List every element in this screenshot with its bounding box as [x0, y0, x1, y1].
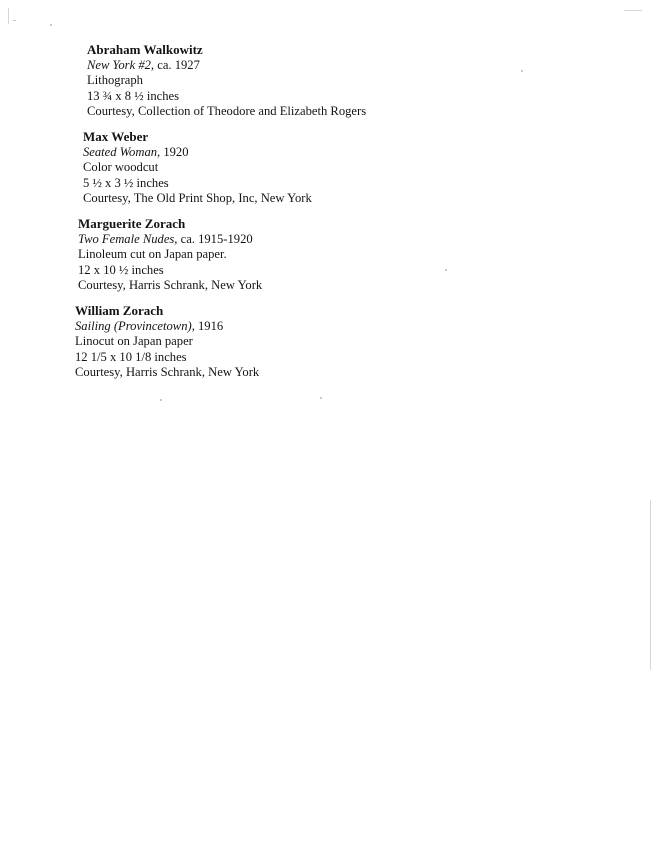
artwork-credit: Courtesy, The Old Print Shop, Inc, New York [83, 191, 312, 206]
scan-speck [521, 70, 523, 72]
artwork-dimensions: 13 ¾ x 8 ½ inches [87, 88, 179, 103]
artwork-title-line [87, 58, 366, 74]
artwork-credit: Courtesy, Harris Schrank, New York [75, 365, 260, 380]
artist-name: Abraham Walkowitz [87, 42, 203, 57]
artwork-entry [75, 303, 259, 381]
artwork-title-line [75, 319, 259, 335]
artwork-date: 1916 [194, 318, 224, 333]
artwork-date: ca. 1915-1920 [177, 231, 253, 246]
artwork-title: New York #2, [87, 57, 155, 72]
artist-name: William Zorach [75, 303, 164, 318]
artwork-entry [83, 129, 312, 207]
scan-speck [13, 20, 16, 21]
artwork-dimensions: 12 1/5 x 10 1/8 inches [75, 349, 187, 364]
artwork-medium: Color woodcut [83, 160, 159, 175]
artwork-dimensions: 5 ½ x 3 ½ inches [83, 175, 169, 190]
artwork-title-line [78, 232, 262, 248]
artwork-entry [87, 42, 366, 120]
artist-name: Marguerite Zorach [78, 216, 186, 231]
scan-edge-mark [650, 500, 651, 670]
scan-edge-mark [624, 10, 642, 11]
scan-speck [50, 24, 52, 26]
artwork-credit: Courtesy, Harris Schrank, New York [78, 278, 263, 293]
artwork-date: 1920 [160, 144, 189, 159]
scan-speck [445, 269, 447, 271]
artwork-entry [78, 216, 262, 294]
artwork-credit: Courtesy, Collection of Theodore and Elizabeth Rogers [87, 104, 367, 119]
artwork-title: Sailing (Provincetown), [75, 318, 195, 333]
artwork-title-line [83, 145, 312, 161]
artwork-title: Two Female Nudes, [78, 231, 178, 246]
artwork-title: Seated Woman, [83, 144, 161, 159]
artwork-dimensions: 12 x 10 ½ inches [78, 262, 164, 277]
scan-edge-mark [8, 8, 9, 24]
artwork-medium: Linocut on Japan paper [75, 334, 193, 349]
scan-speck [320, 397, 322, 399]
artist-name: Max Weber [83, 129, 149, 144]
artwork-date: ca. 1927 [154, 57, 200, 72]
artwork-medium: Linoleum cut on Japan paper. [78, 247, 227, 262]
artwork-medium: Lithograph [87, 73, 143, 88]
scan-speck [160, 399, 162, 401]
